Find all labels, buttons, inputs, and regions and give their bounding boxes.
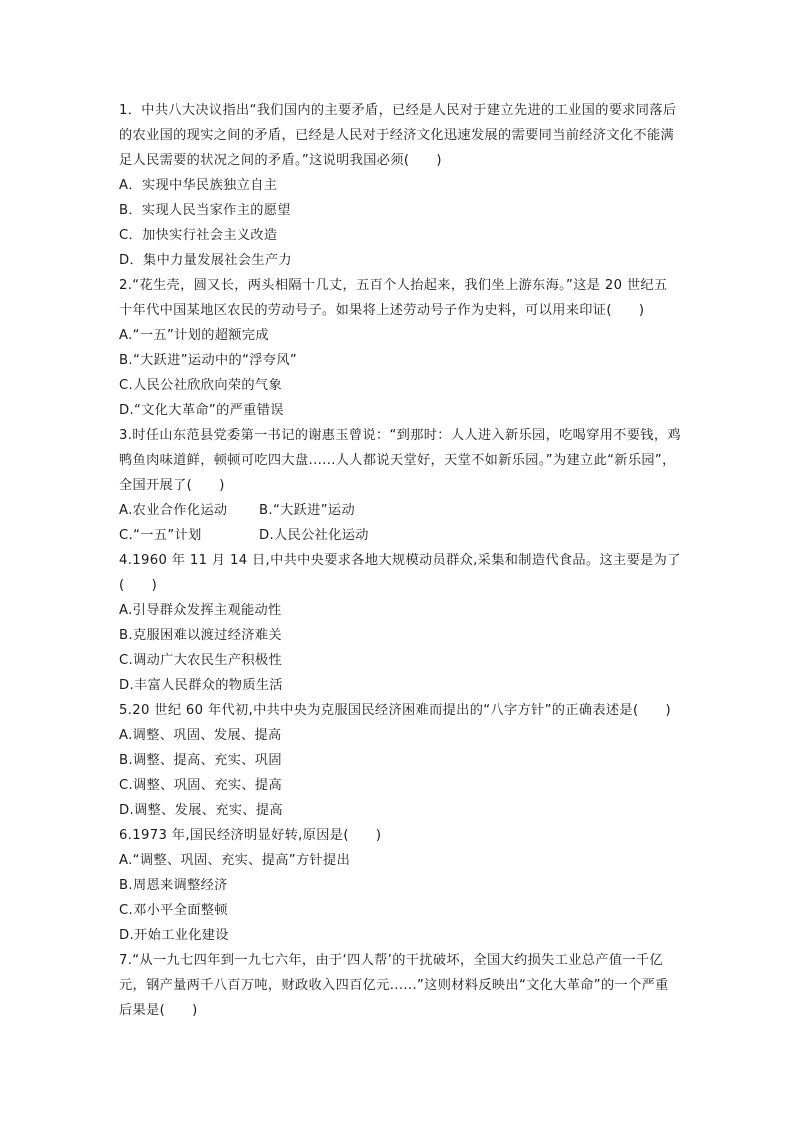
option-a: A.农业合作化运动 [119, 503, 228, 518]
option-b: B.“大跃进”运动 [259, 503, 355, 518]
option-d: D.“文化大革命”的严重错误 [119, 403, 284, 418]
option-c: C.人民公社欣欣向荣的气象 [119, 378, 283, 393]
question-stem: 2.“花生壳，圆又长，两头相隔十几丈，五百个人抬起来，我们坐上游东海。”这是 20 世纪五十年代中国某地区农民的劳动号子。如果将上述劳动号子作为史料，可以用来印证( ) [119, 278, 668, 318]
option-d: D.人民公社化运动 [259, 528, 369, 543]
option-c: C.邓小平全面整顿 [119, 903, 228, 918]
option-d: D.开始工业化建设 [119, 928, 229, 943]
option-b: B.调整、提高、充实、巩固 [119, 753, 282, 768]
question-6 [119, 823, 681, 948]
option-c: C．加快实行社会主义改造 [119, 228, 278, 243]
option-b: B．实现人民当家作主的愿望 [119, 203, 291, 218]
option-row [119, 498, 681, 523]
question-3 [119, 423, 681, 548]
option-d: D.丰富人民群众的物质生活 [119, 678, 283, 693]
option-d: D．集中力量发展社会生产力 [119, 253, 292, 268]
option-d: D.调整、发展、充实、提高 [119, 803, 283, 818]
option-c: C.调动广大农民生产积极性 [119, 653, 283, 668]
option-b: B.“大跃进”运动中的“浮夸风” [119, 353, 298, 368]
question-1 [119, 98, 681, 273]
question-stem: 5.20 世纪 60 年代初,中共中央为克服国民经济困难而提出的“八字方针”的正确表述是( ) [119, 703, 672, 718]
option-a: A.“调整、巩固、充实、提高”方针提出 [119, 853, 351, 868]
exam-page [119, 98, 681, 1023]
option-a: A.“一五”计划的超额完成 [119, 328, 269, 343]
option-b: B.周恩来调整经济 [119, 878, 228, 893]
option-a: A.调整、巩固、发展、提高 [119, 728, 282, 743]
question-2 [119, 273, 681, 423]
option-a: A．实现中华民族独立自主 [119, 178, 278, 193]
option-b: B.克服困难以渡过经济难关 [119, 628, 282, 643]
option-a: A.引导群众发挥主观能动性 [119, 603, 282, 618]
question-stem: 4.1960 年 11 月 14 日,中共中央要求各地大规模动员群众,采集和制造代食品。这主要是为了( ) [119, 553, 681, 593]
question-7 [119, 948, 681, 1023]
question-stem: 7.“从一九七四年到一九七六年，由于‘四人帮’的干扰破坏，全国大约损失工业总产值一千亿元，钢产量两千八百万吨，财政收入四百亿元......”这则材料反映出“文化大革命”的一个严重后果是( ) [119, 953, 669, 1018]
option-c: C.“一五”计划 [119, 528, 202, 543]
question-stem: 3.时任山东范县党委第一书记的谢惠玉曾说：“到那时：人人进入新乐园，吃喝穿用不要钱，鸡鸭鱼肉味道鲜，顿顿可吃四大盘......人人都说天堂好，天堂不如新乐园。”为建立此“新乐园”，全国开展了( ) [119, 428, 681, 493]
question-stem: 1．中共八大决议指出“我们国内的主要矛盾，已经是人民对于建立先进的工业国的要求同落后的农业国的现实之间的矛盾，已经是人民对于经济文化迅速发展的需要同当前经济文化不能满足人民需要的状况之间的矛盾。”这说明我国必须( ) [119, 103, 677, 168]
question-4 [119, 548, 681, 698]
question-5 [119, 698, 681, 823]
question-stem: 6.1973 年,国民经济明显好转,原因是( ) [119, 828, 382, 843]
option-row [119, 523, 681, 548]
option-c: C.调整、巩固、充实、提高 [119, 778, 283, 793]
